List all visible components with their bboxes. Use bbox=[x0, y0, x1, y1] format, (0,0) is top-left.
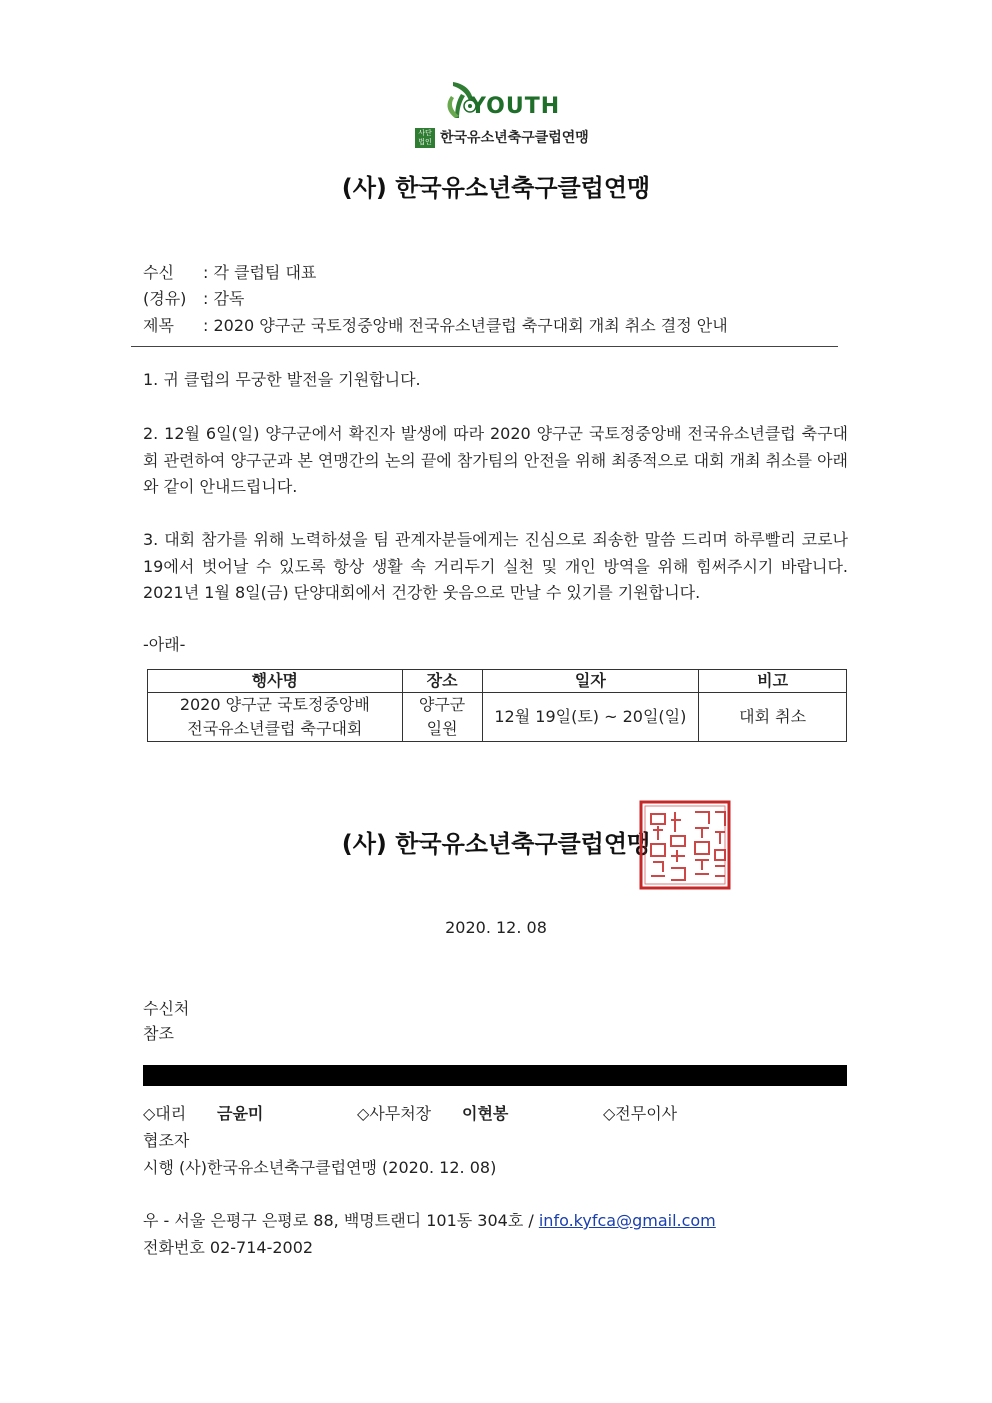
logo-badge-line2: 법인 bbox=[418, 138, 432, 146]
cell-note: 대회 취소 bbox=[699, 693, 847, 742]
director-label: ◇전무이사 bbox=[603, 1104, 678, 1123]
table-header-row bbox=[148, 670, 847, 693]
place-line2: 일원 bbox=[426, 719, 458, 738]
deputy-label: ◇대리 bbox=[143, 1104, 187, 1123]
subject-row bbox=[143, 313, 728, 339]
event-line2: 전국유소년클럽 축구대회 bbox=[187, 719, 363, 738]
header-event: 행사명 bbox=[148, 670, 403, 693]
cell-date: 12월 19일(토) ~ 20일(일) bbox=[482, 693, 699, 742]
header-org-title: (사) 한국유소년축구클럽연맹 bbox=[341, 174, 651, 202]
logo-wordmark: YOUTH bbox=[470, 94, 561, 119]
paragraph-1: 1. 귀 클럽의 무궁한 발전을 기원합니다. bbox=[143, 370, 421, 389]
address-text: 우 - 서울 은평구 은평로 88, 백명트랜디 101동 304호 / bbox=[143, 1211, 534, 1230]
below-marker: -아래- bbox=[143, 635, 186, 654]
logo-org-name: 한국유소년축구클럽연맹 bbox=[440, 130, 589, 146]
recipient-value: : 각 클럽팀 대표 bbox=[203, 263, 317, 282]
address-line bbox=[143, 1208, 716, 1234]
cooperator-label: 협조자 bbox=[143, 1131, 190, 1150]
header-note: 비고 bbox=[699, 670, 847, 693]
enforcement-line: 시행 (사)한국유소년축구클럽연맹 (2020. 12. 08) bbox=[143, 1158, 497, 1177]
paragraph-3: 3. 대회 참가를 위해 노력하셨을 팀 관계자분들에게는 진심으로 죄송한 말씀 드리며 하루빨리 코로나19에서 벗어날 수 있도록 항상 생활 속 거리두기 실천 및 개인 방역을 위해 힘써주시기 바랍니다. 2021년 1월 8일(금) 단양대회에서 건강한 웃음으로 만날 수 있기를 기원합니다. bbox=[143, 530, 848, 602]
phone-line: 전화번호 02-714-2002 bbox=[143, 1238, 314, 1257]
event-table bbox=[147, 669, 847, 742]
via-value: : 감독 bbox=[203, 289, 245, 308]
via-label: (경유) bbox=[143, 289, 187, 308]
divider-bar bbox=[143, 1065, 847, 1086]
cell-place bbox=[402, 693, 482, 742]
table-row bbox=[148, 693, 847, 742]
cell-event bbox=[148, 693, 403, 742]
issue-date: 2020. 12. 08 bbox=[445, 918, 547, 937]
header-place: 장소 bbox=[402, 670, 482, 693]
header-date: 일자 bbox=[482, 670, 699, 693]
paragraph-2: 2. 12월 6일(일) 양구군에서 확진자 발생에 따라 2020 양구군 국토정중앙배 전국유소년클럽 축구대회 관련하여 양구군과 본 연맹간의 논의 끝에 참가팀의 안전을 위해 최종적으로 대회 개최 취소를 아래와 같이 안내드립니다. bbox=[143, 424, 848, 496]
recipient-label: 수신 bbox=[143, 263, 174, 282]
footer-org-title: (사) 한국유소년축구클럽연맹 bbox=[341, 830, 651, 858]
event-line1: 2020 양구군 국토정중앙배 bbox=[179, 695, 370, 714]
via-row bbox=[143, 286, 244, 312]
logo-badge bbox=[415, 128, 435, 148]
recipients-label: 수신처 bbox=[143, 999, 190, 1018]
subject-label: 제목 bbox=[143, 316, 174, 335]
email-link[interactable]: info.kyfca@gmail.com bbox=[538, 1211, 716, 1230]
recipient-row bbox=[143, 260, 316, 286]
place-line1: 양구군 bbox=[418, 695, 466, 714]
subject-value: : 2020 양구군 국토정중앙배 전국유소년클럽 축구대회 개최 취소 결정 안내 bbox=[203, 316, 728, 335]
secgen-label: ◇사무처장 bbox=[357, 1104, 432, 1123]
secgen-name: 이현봉 bbox=[462, 1104, 509, 1123]
deputy-name: 금윤미 bbox=[217, 1104, 264, 1123]
logo-badge-line1: 사단 bbox=[418, 129, 432, 137]
official-seal-stamp bbox=[639, 800, 731, 890]
header-divider bbox=[131, 346, 838, 347]
reference-label: 참조 bbox=[143, 1024, 174, 1043]
